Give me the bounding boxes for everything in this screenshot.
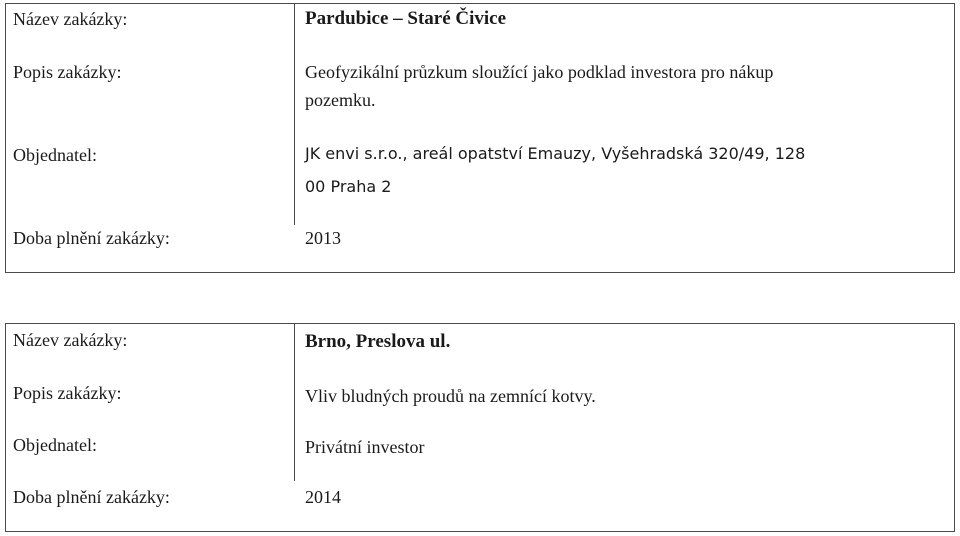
contract-record-1 bbox=[5, 3, 955, 273]
table-border bbox=[954, 3, 955, 273]
duration-label: Doba plnění zakázky: bbox=[13, 228, 170, 248]
client-line-2: 00 Praha 2 bbox=[305, 177, 392, 196]
table-border bbox=[5, 3, 6, 273]
client-value: Privátní investor bbox=[305, 437, 425, 457]
table-border bbox=[5, 323, 6, 532]
client-label: Objednatel: bbox=[13, 145, 97, 165]
duration-label: Doba plnění zakázky: bbox=[13, 487, 170, 507]
contract-record-2 bbox=[5, 323, 955, 532]
contract-name-value: Brno, Preslova ul. bbox=[305, 331, 451, 352]
table-border bbox=[5, 323, 955, 324]
contract-name-label: Název zakázky: bbox=[13, 330, 128, 350]
column-divider bbox=[294, 323, 295, 481]
duration-value: 2014 bbox=[305, 487, 341, 507]
client-line-1: JK envi s.r.o., areál opatství Emauzy, Vyšehradská 320/49, 128 bbox=[305, 144, 806, 163]
contract-description-label: Popis zakázky: bbox=[13, 383, 122, 403]
table-border bbox=[954, 323, 955, 532]
contract-name-value: Pardubice – Staré Čivice bbox=[305, 8, 507, 29]
contract-description-value: Vliv bludných proudů na zemnící kotvy. bbox=[305, 386, 596, 406]
table-border bbox=[5, 272, 955, 273]
contract-description-label: Popis zakázky: bbox=[13, 62, 122, 82]
duration-value: 2013 bbox=[305, 228, 341, 248]
client-label: Objednatel: bbox=[13, 435, 97, 455]
table-border bbox=[5, 531, 955, 532]
contract-description-line-1: Geofyzikální průzkum sloužící jako podklad investora pro nákup bbox=[305, 62, 774, 82]
contract-description-line-2: pozemku. bbox=[305, 90, 376, 110]
column-divider bbox=[294, 3, 295, 225]
table-border bbox=[5, 3, 955, 4]
contract-name-label: Název zakázky: bbox=[13, 9, 128, 29]
